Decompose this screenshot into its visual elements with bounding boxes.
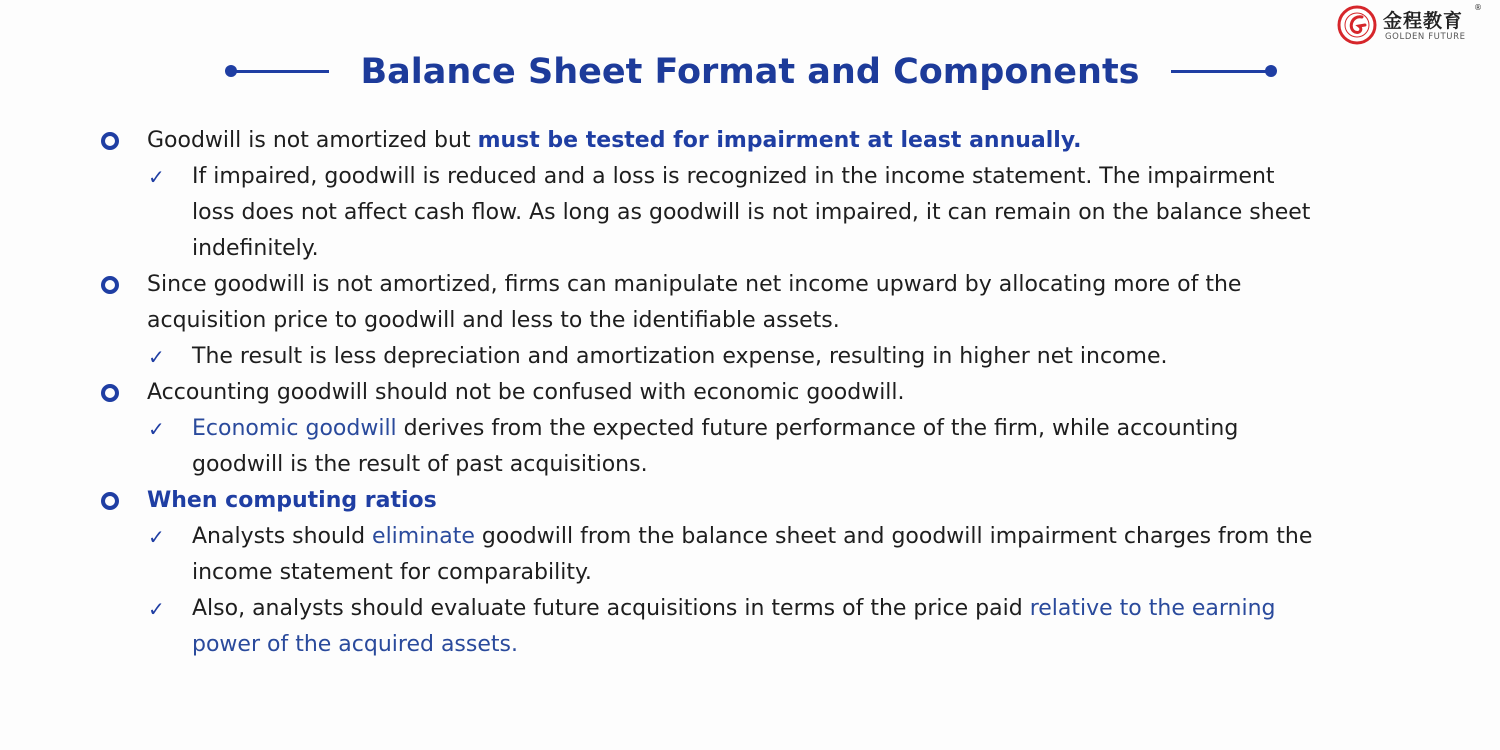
sub-item-text-line [192,555,592,591]
text-segment: When computing ratios [147,488,437,513]
text-segment: Also, analysts should evaluate future acquisitions in terms of the price paid [192,596,1030,621]
text-segment: relative to the earning [1029,596,1276,621]
brand-name-en: GOLDEN FUTURE [1385,32,1466,42]
bullet-text-line [147,483,437,519]
text-segment: Economic goodwill [192,416,397,441]
text-segment: loss does not affect cash flow. As long as goodwill is not impaired, it can remain on the balance sheet [192,200,1311,225]
bullet-text-line [147,267,1241,303]
text-segment: Goodwill is not amortized but [147,128,478,153]
bullet-text-line [147,123,1082,159]
bullet-text-line [147,303,840,339]
text-segment: indefinitely. [192,236,319,261]
page-title: Balance Sheet Format and Components [360,52,1140,92]
sub-item-text-line [192,447,648,483]
checkmark-icon: ✓ [148,165,165,189]
text-segment: Accounting goodwill should not be confused with economic goodwill. [147,380,905,405]
checkmark-icon: ✓ [148,597,165,621]
sub-item-text-line [192,627,518,663]
text-segment: goodwill is the result of past acquisitions. [192,452,648,477]
text-segment: income statement for comparability. [192,560,592,585]
sub-item-text-line [192,231,319,267]
registered-mark: ® [1474,3,1482,12]
text-segment: power of the acquired assets. [192,632,518,657]
text-segment: acquisition price to goodwill and less to the identifiable assets. [147,308,840,333]
text-segment: derives from the expected future performance of the firm, while accounting [396,416,1239,441]
text-segment: goodwill from the balance sheet and goodwill impairment charges from the [474,524,1313,549]
sub-item-text-line [192,591,1275,627]
sub-item-text-line [192,411,1238,447]
text-segment: Analysts should [192,524,373,549]
brand-name-cn: 金程教育 [1383,10,1464,32]
text-segment: The result is less depreciation and amortization expense, resulting in higher net income. [192,344,1168,369]
bullet-text-line [147,375,905,411]
checkmark-icon: ✓ [148,525,165,549]
bullet-circle-icon [101,276,119,294]
checkmark-icon: ✓ [148,345,165,369]
bullet-circle-icon [101,384,119,402]
sub-item-text-line [192,519,1312,555]
text-segment: Since goodwill is not amortized, firms can manipulate net income upward by allocating more of the [147,272,1242,297]
bullet-circle-icon [101,132,119,150]
sub-item-text-line [192,339,1167,375]
text-segment: eliminate [372,524,475,549]
sub-item-text-line [192,195,1310,231]
bullet-circle-icon [101,492,119,510]
text-segment: must be tested for impairment at least annually. [477,128,1082,153]
checkmark-icon: ✓ [148,417,165,441]
sub-item-text-line [192,159,1275,195]
text-segment: If impaired, goodwill is reduced and a loss is recognized in the income statement. The impairment [192,164,1275,189]
